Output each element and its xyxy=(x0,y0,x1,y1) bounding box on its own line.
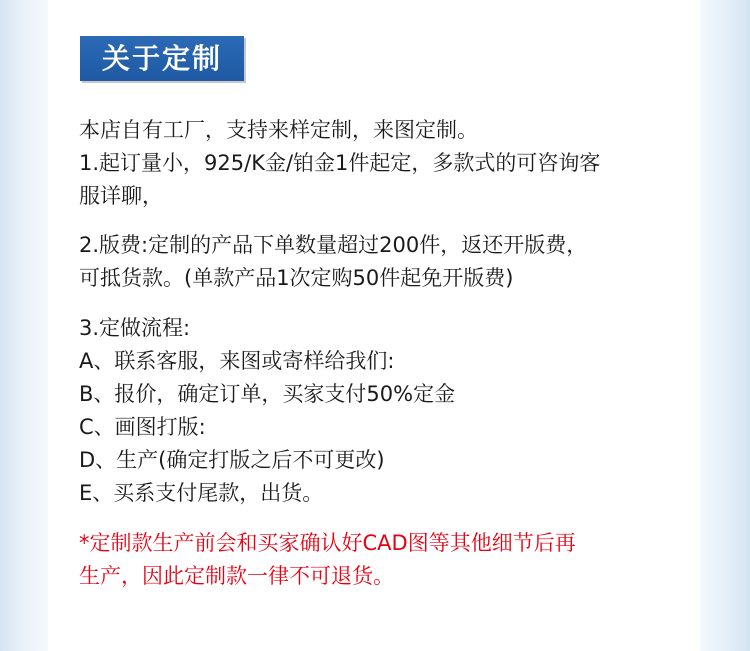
item1-line1: 1.起订量小，925/K金/铂金1件起定，多款式的可咨询客 xyxy=(79,151,601,175)
process-heading: 3.定做流程: xyxy=(79,316,191,340)
intro-text: 本店自有工厂，支持来样定制，来图定制。 xyxy=(79,118,478,142)
spacer xyxy=(79,213,689,229)
title-badge xyxy=(80,36,244,81)
spacer xyxy=(79,510,689,527)
process-step-c: C、画图打版: xyxy=(79,415,206,439)
process-step-e: E、买系支付尾款，出货。 xyxy=(79,481,324,505)
customization-info xyxy=(79,114,689,593)
spacer xyxy=(79,295,689,312)
process-step-b: B、报价，确定订单，买家支付50%定金 xyxy=(79,382,456,406)
item2-line1: 2.版费:定制的产品下单数量超过200件，返还开版费， xyxy=(79,233,588,257)
item2-line2: 可抵货款。(单款产品1次定购50件起免开版费) xyxy=(79,266,514,290)
process-step-d: D、生产(确定打版之后不可更改) xyxy=(79,448,385,472)
return-policy-note-line1: *定制款生产前会和买家确认好CAD图等其他细节后再 xyxy=(79,531,576,555)
process-step-a: A、联系客服，来图或寄样给我们: xyxy=(79,349,395,373)
return-policy-note-line2: 生产，因此定制款一律不可退货。 xyxy=(79,564,394,588)
item1-line2: 服详聊， xyxy=(79,184,163,208)
page-title: 关于定制 xyxy=(101,41,222,75)
